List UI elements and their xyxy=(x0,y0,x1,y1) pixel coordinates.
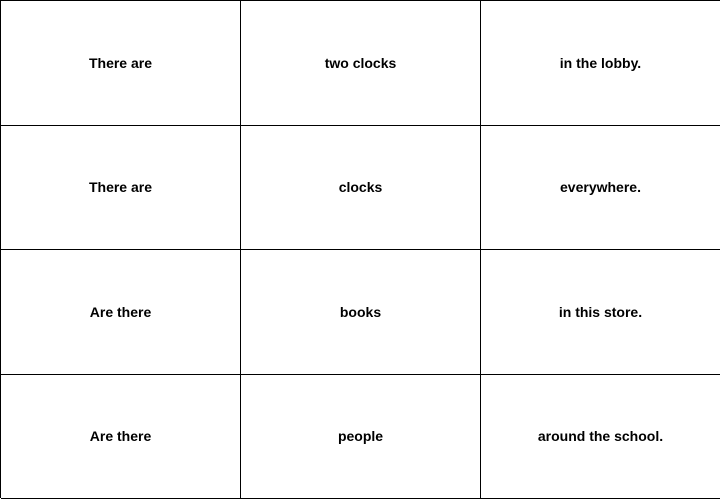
card-row-4-col-2: people xyxy=(241,375,481,499)
card-row-3-col-2: books xyxy=(241,250,481,375)
card-row-1-col-1: There are xyxy=(1,1,241,126)
card-row-3-col-3: in this store. xyxy=(481,250,720,375)
card-row-3-col-1: Are there xyxy=(1,250,241,375)
card-row-4-col-1: Are there xyxy=(1,375,241,499)
card-row-4-col-3: around the school. xyxy=(481,375,720,499)
card-row-2-col-3: everywhere. xyxy=(481,126,720,251)
card-row-1-col-2: two clocks xyxy=(241,1,481,126)
card-row-1-col-3: in the lobby. xyxy=(481,1,720,126)
card-row-2-col-1: There are xyxy=(1,126,241,251)
card-row-2-col-2: clocks xyxy=(241,126,481,251)
